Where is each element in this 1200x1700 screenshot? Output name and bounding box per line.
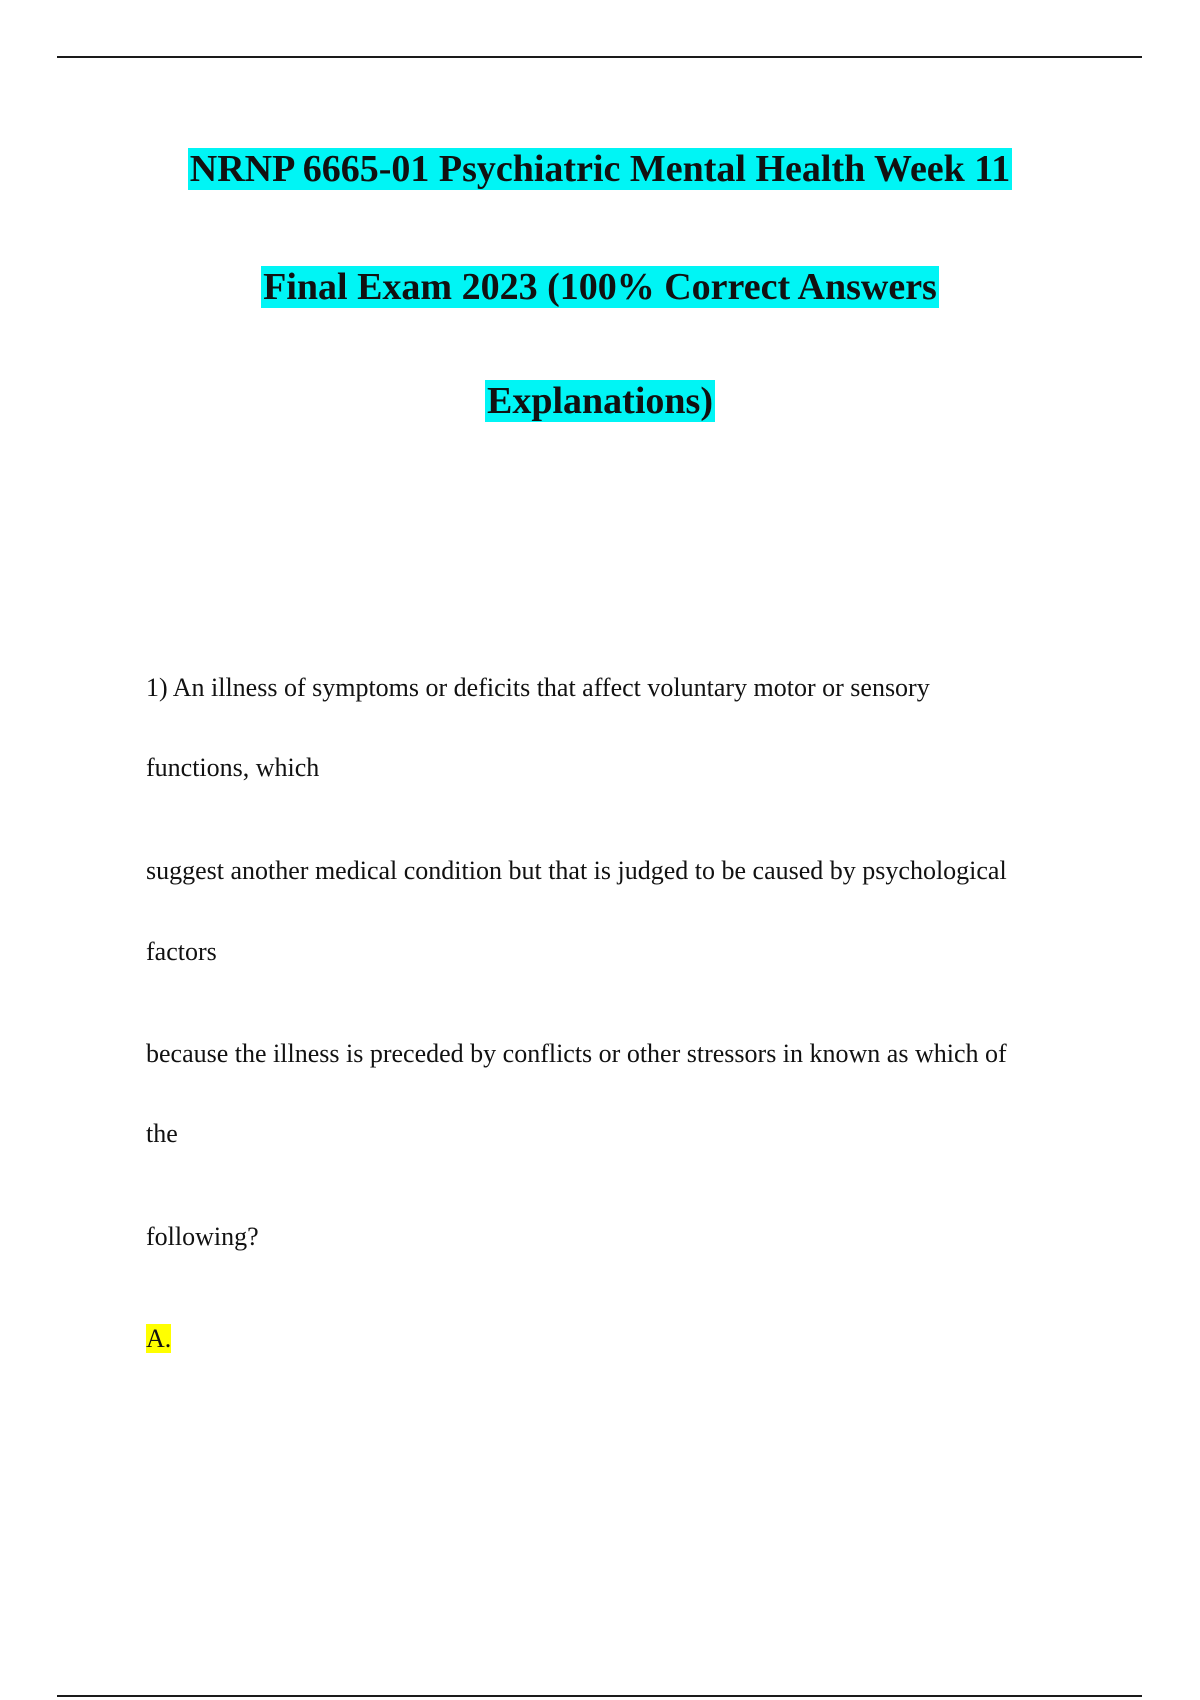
answer-option-a-label: A. bbox=[146, 1324, 172, 1353]
title-highlight-2: Final Exam 2023 (100% Correct Answers bbox=[263, 266, 937, 308]
question-line-6: the bbox=[146, 1119, 178, 1148]
question-line-1: 1) An illness of symptoms or deficits that affect voluntary motor or sensory bbox=[146, 673, 930, 702]
bottom-rule bbox=[57, 1695, 1142, 1697]
title-highlight-3: Explanations) bbox=[487, 380, 713, 422]
question-line-2: functions, which bbox=[146, 753, 320, 782]
title-highlight-1: NRNP 6665-01 Psychiatric Mental Health Week 11 bbox=[189, 148, 1011, 190]
document-title-line-3 bbox=[0, 378, 1200, 424]
top-rule bbox=[57, 56, 1142, 58]
question-line-3: suggest another medical condition but that is judged to be caused by psychological bbox=[146, 856, 1007, 885]
question-line-4: factors bbox=[146, 937, 217, 966]
document-title-line-1 bbox=[0, 146, 1200, 192]
question-line-5: because the illness is preceded by conflicts or other stressors in known as which of bbox=[146, 1039, 1007, 1068]
document-title-line-2 bbox=[0, 264, 1200, 310]
answer-option-a bbox=[146, 1323, 171, 1355]
question-line-7: following? bbox=[146, 1222, 259, 1251]
